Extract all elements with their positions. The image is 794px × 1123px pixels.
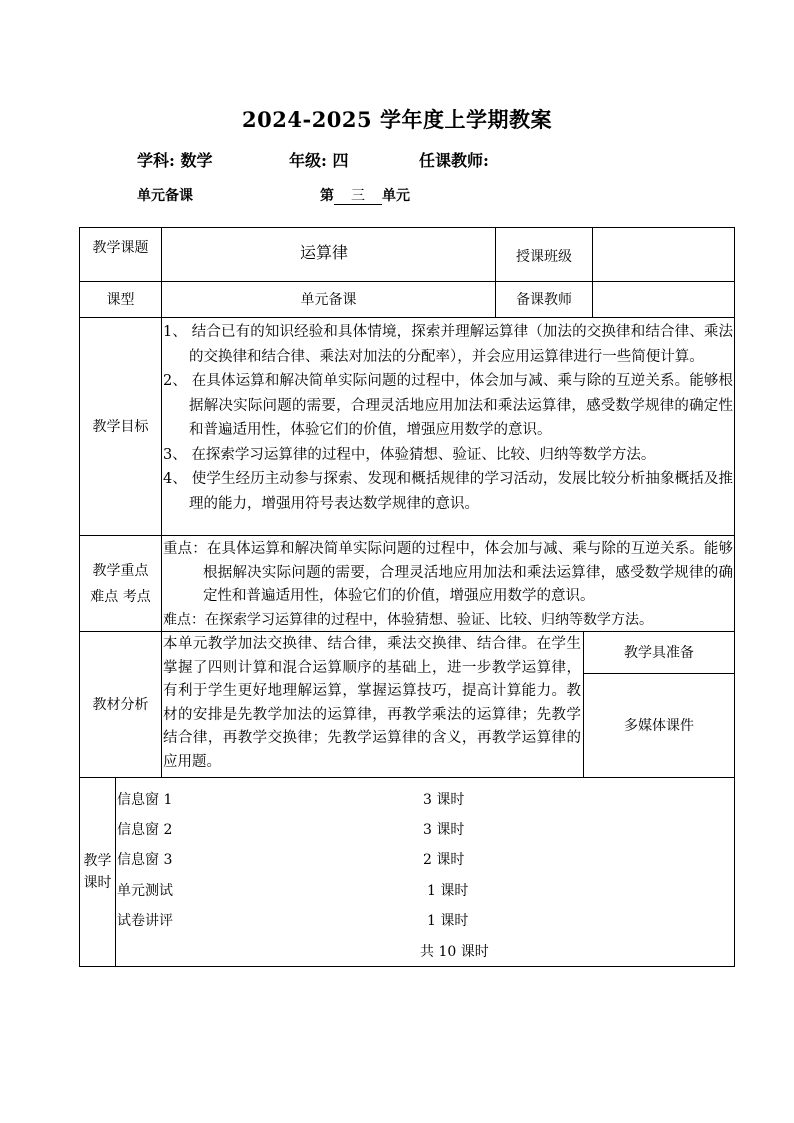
objective-item: 2、 在具体运算和解决简单实际问题的过程中，体会加与减、乘与除的互逆关系。能够根据解决实际问题的需要，合理灵活地应用加法和乘法运算律，感受数学规律的确定性和普遍适用性，体验它们的价值，增强应用数学的意识。: [163, 373, 733, 438]
objective-item: 1、 结合已有的知识经验和具体情境，探索并理解运算律（加法的交换律和结合律、乘法的交换律和结合律、乘法对加法的分配率），并会应用运算律进行一些简便计算。: [163, 324, 733, 365]
hours-row-name: 单元测试: [117, 883, 173, 899]
unit-prefix: 第: [320, 188, 334, 204]
type-value: 单元备课: [300, 291, 357, 308]
teacher-label: 任课教师:: [419, 151, 489, 170]
hours-row-name: 信息窗 1: [117, 792, 173, 808]
unit-indicator: [320, 185, 410, 205]
hours-row-value: 3 课时: [423, 822, 465, 838]
topic-label: 教学课题: [92, 240, 149, 256]
teacher-cell-label: 备课教师: [516, 291, 572, 308]
type-label: 课型: [106, 291, 135, 308]
hours-label-line-2: 课时: [83, 875, 112, 891]
class-label: 授课班级: [516, 249, 572, 265]
hours-total: 共 10 课时: [420, 944, 489, 960]
hours-row-value: 1 课时: [427, 883, 469, 899]
difficult-point: 难点：在探索学习运算律的过程中，体验猜想、验证、比较、归纳等数学方法。: [163, 611, 653, 628]
hours-row-name: 信息窗 3: [117, 852, 173, 868]
grade-label: 年级: 四: [289, 151, 349, 170]
hours-row-name: 试卷讲评: [117, 913, 173, 929]
objectives-list: [163, 320, 733, 516]
keypoints-label: [80, 536, 161, 631]
hours-label-line-1: 教学: [83, 853, 112, 869]
hours-label: [80, 778, 115, 966]
topic-value: 运算律: [300, 243, 349, 262]
keypoints-label-line-1: 教学重点: [92, 562, 149, 579]
teacher-cell-value: [593, 282, 734, 317]
hours-row-value: 1 课时: [427, 913, 469, 929]
page-title: 2024-2025 学年度上学期教案: [242, 107, 552, 132]
subject-label: 学科: 数学: [137, 151, 213, 170]
unit-suffix: 单元: [382, 188, 410, 204]
hours-row-value: 3 课时: [423, 792, 465, 808]
analysis-label: 教材分析: [92, 696, 149, 713]
objective-item: 4、 使学生经历主动参与探索、发现和概括规律的学习活动，发展比较分析抽象概括及推理的能力，增强用符号表达数学规律的意识。: [163, 471, 733, 512]
class-value: [593, 228, 734, 281]
analysis-text: 本单元教学加法交换律、结合律，乘法交换律、结合律。在学生掌握了四则计算和混合运算顺序的基础上，进一步教学运算律，有利于学生更好地理解运算，掌握运算技巧，提高计算能力。教材的安排是先教学加法的运算律，再教学乘法的运算律；先教学结合律，再教学交换律；先教学运算律的含义，再教学运算律的应用题。: [163, 636, 581, 770]
hours-row-value: 2 课时: [423, 852, 465, 868]
keypoints-label-line-2: 难点 考点: [90, 588, 151, 605]
key-point: 重点：在具体运算和解决简单实际问题的过程中，体会加与减、乘与除的互逆关系。能够根据解决实际问题的需要，合理灵活地应用加法和乘法运算律，感受数学规律的确定性和普遍适用性，体验它们的价值，增强应用数学的意识。: [163, 541, 733, 604]
tools-value: 多媒体课件: [624, 717, 694, 734]
keypoints-content: [163, 538, 733, 632]
objective-item: 3、 在探索学习运算律的过程中，体验猜想、验证、比较、归纳等数学方法。: [163, 446, 656, 463]
objectives-label: 教学目标: [92, 418, 149, 435]
tools-label: 教学具准备: [624, 644, 694, 661]
unit-prep-label: 单元备课: [137, 188, 193, 204]
unit-number: 三: [334, 188, 382, 205]
hours-row-name: 信息窗 2: [117, 822, 173, 838]
